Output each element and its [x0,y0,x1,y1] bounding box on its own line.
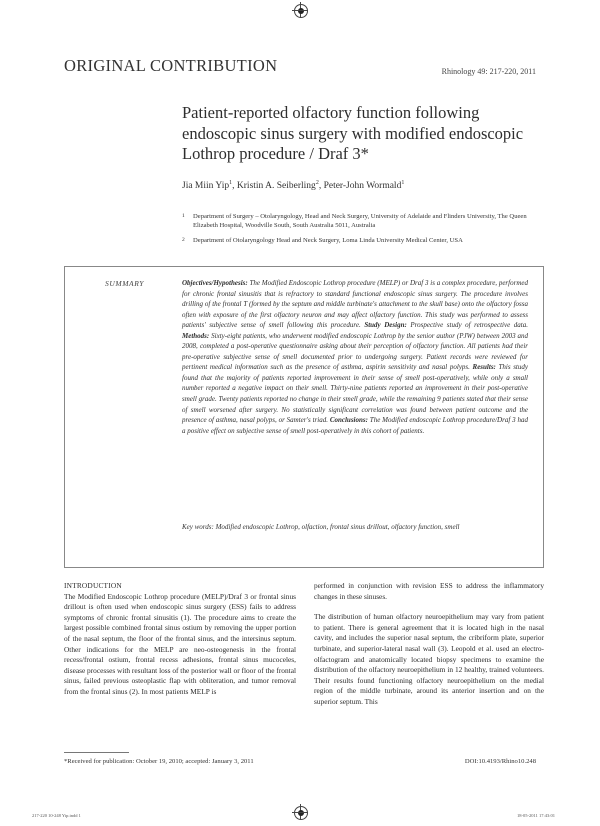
body-column-right [314,581,544,708]
affiliation-text: Department of Otolaryngology Head and Neck Surgery, Loma Linda University Medical Center, USA [193,237,463,244]
author-affiliation-marker: 1 [229,179,233,186]
author-affiliation-marker: 2 [315,179,319,186]
affiliation-number: 1 [182,213,185,219]
summary-label: SUMMARY [105,279,145,288]
print-slug-date: 18-05-2011 17:43:01 [517,813,555,818]
author-name: Kristin A. Seiberling [236,181,316,191]
body-paragraph: The Modified Endoscopic Lothrop procedure (MELP)/Draf 3 or frontal sinus drillout is often used when endoscopic sinus surgery (ESS) fails to address symptoms of chronic frontal sinusitis (1). The procedure aims to create the largest possible combined frontal sinus ostium by removing the upper portion of the nasal septum, the floor of the frontal sinus, and the intersinus septum. Other indications for the MELP are neo-osteogenesis in the frontal recess/frontal ostium, frontal recess adhesions, frontal sinus mucoceles, disease processes with resultant loss of the posterior wall or floor of the frontal sinus, failed previous osteoplastic flap with obliteration, and tumor removal from the frontal sinus (2). In most patients MELP is [64,591,296,696]
affiliation-text: Department of Surgery – Otolaryngology, Head and Neck Surgery, University of Adelaide and Flinders University, The Queen Elizabeth Hospital, Woodville South, South Australia 5011, Australia [193,213,527,229]
author-list: Jia Miin Yip$^1$, Kristin A. Seiberling$^2$, Peter-John Wormald$^1$ [182,179,405,191]
registration-mark-bottom [294,806,308,820]
abstract-heading: Objectives/Hypothesis: [182,279,248,287]
abstract-heading: Conclusions: [329,416,368,425]
abstract-heading: Methods: [182,331,210,340]
print-slug-file: 217-220 10-248 Yip.indd 1 [32,813,81,818]
author-name: Jia Miin Yip [182,181,230,191]
body-paragraph: performed in conjunction with revision ESS to address the inflammatory changes in these sinuses. [314,581,544,601]
keywords: Key words: Modified endoscopic Lothrop, olfaction, frontal sinus drillout, olfactory function, smell [182,523,460,531]
affiliation [182,236,552,245]
affiliation-number: 2 [182,237,185,243]
section-label: ORIGINAL CONTRIBUTION [64,56,278,75]
abstract-body: Sixty-eight patients, who underwent modified endoscopic Lothrop by the senior author (PJW) between 2003 and 2008, completed a post-operative questionnaire asking about their perception of olfactory function. All patients had their pre-operative subjective sense of smell documented prior to undergoing surgery. Patient records were reviewed for pertinent medical information such as the presence of asthma, aspirin sensitivity and nasal polyps. [182,331,528,372]
footnote: *Received for publication: October 19, 2010; accepted: January 3, 2011 [64,758,254,765]
author-name: Peter-John Wormald [323,181,402,191]
author-affiliation-marker: 1 [401,179,405,186]
abstract-body: Prospective study of retrospective data. [406,321,528,330]
abstract-body: The Modified Endoscopic Lothrop procedure (MELP) or Draf 3 is a complex procedure, performed for chronic frontal sinusitis that is refractory to standard functional endoscopic sinus surgery. The procedure involves drilling of the frontal T (formed by the septum and middle turbinate's attachment to the skull base) onto the olfactory fossa often with exposure of the first olfactory neuron and may affect olfactory function. This study was performed to assess patients' subjective sense of smell following this procedure. [182,279,528,330]
abstract-body: The Modified endoscopic Lothrop procedure/Draf 3 had a positive effect on subjective sense of smell post-operatively in this cohort of patients. [182,416,528,435]
affiliation [182,212,552,230]
abstract-text [182,278,528,436]
section-heading: INTRODUCTION [64,581,122,590]
doi: DOI:10.4193/Rhino10.248 [464,758,536,765]
journal-reference: Rhinology 49: 217-220, 2011 [441,67,536,76]
body-column-left [64,581,296,698]
abstract-heading: Study Design: [364,321,407,330]
article-title: Patient-reported olfactory function following endoscopic sinus surgery with modified endoscopic Lothrop procedure / Draf 3* [182,103,524,163]
body-paragraph: The distribution of human olfactory neuroepithelium may vary from patient to patient. There is general agreement that it is located high in the nasal cavity, and includes the superior nasal septum, the cribriform plate, superior turbinate, and superior-lateral nasal wall (3). Leopold et al. used an electro-olfactogram and anatomically located biopsy specimens to examine the distribution of the olfactory neuroepithelium in 12 healthy, trained volunteers. Their results found functioning olfactory neuroepithelium on the medial region of the middle turbinate, around its anterior insertion and on the superior septum. This [314,612,544,706]
abstract-heading: Results: [472,363,496,372]
registration-mark-top [294,4,308,18]
abstract-body: This study found that the majority of patients reported improvement in their sense of smell post-operatively, while only a small number reported a negative impact on their smell. Thirty-nine patients reported an improvement in their post-operative smell grade. Twenty patients reported no change in their smell grade, while the remaining 9 patients stated that their sense of smell worsened after surgery. No statistically significant correlation was found between patient outcome and the presence of asthma, nasal polyps, or Samter's triad. [182,363,528,425]
footnote-rule [64,752,129,753]
